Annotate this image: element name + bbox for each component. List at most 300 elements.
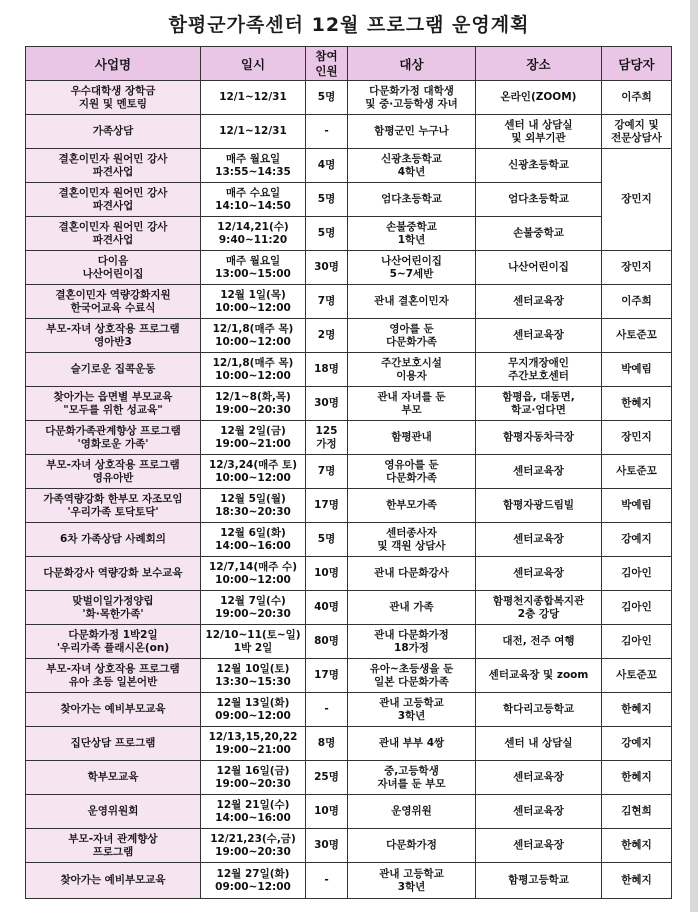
table-row — [26, 829, 672, 863]
table-row — [26, 285, 672, 319]
cell-line: 영아반3 — [94, 335, 132, 348]
cell-line: 12월 10일(토) — [216, 662, 290, 675]
cell-place — [476, 659, 602, 693]
cell-line: 40명 — [314, 601, 339, 613]
program-table — [25, 46, 672, 899]
cell-target — [348, 217, 476, 251]
cell-place — [476, 523, 602, 557]
cell-line: 지원 및 멘토링 — [78, 97, 148, 110]
cell-line: 이주희 — [621, 295, 652, 307]
cell-date — [201, 693, 306, 727]
cell-place — [476, 625, 602, 659]
cell-line: 매주 월요일 — [225, 152, 281, 165]
cell-line: - — [324, 125, 329, 137]
cell-target — [348, 183, 476, 217]
table-row — [26, 217, 672, 251]
cell-line: 장민지 — [621, 261, 652, 273]
cell-line: 센터교육장 — [513, 567, 564, 579]
cell-line: 센터 내 상담실 — [504, 118, 573, 131]
cell-line: 18명 — [314, 363, 339, 375]
cell-count — [306, 727, 348, 761]
cell-place — [476, 115, 602, 149]
table-row — [26, 251, 672, 285]
cell-line: 및 중·고등학생 자녀 — [365, 97, 458, 110]
table-row — [26, 183, 672, 217]
cell-name — [26, 829, 201, 863]
cell-staff — [602, 625, 672, 659]
cell-line: 영유아반 — [92, 471, 134, 484]
cell-line: 17명 — [314, 669, 339, 681]
cell-count — [306, 591, 348, 625]
cell-target — [348, 625, 476, 659]
header-participants: 참여 인원 — [306, 47, 348, 81]
cell-target — [348, 727, 476, 761]
cell-line: 엄다초등학교 — [381, 193, 442, 205]
cell-line: 사토준꼬 — [616, 465, 657, 477]
cell-line: 10:00~12:00 — [215, 573, 291, 586]
cell-line: 박예림 — [621, 499, 652, 511]
cell-line: 12/13,15,20,22 — [208, 730, 298, 743]
cell-line: 다문화가정 대학생 — [369, 84, 454, 97]
cell-line: 다이음 — [97, 254, 129, 267]
cell-name — [26, 727, 201, 761]
table-row — [26, 81, 672, 115]
cell-line: 5~7세반 — [389, 267, 434, 280]
cell-line: 중,고등학생 — [384, 764, 439, 777]
cell-line: 부모-자녀 상호작용 프로그램 — [46, 322, 180, 335]
cell-name — [26, 217, 201, 251]
cell-line: 센터종사자 — [386, 526, 437, 539]
cell-place — [476, 795, 602, 829]
cell-line: 찾아가는 예비부모교육 — [60, 703, 166, 715]
cell-place — [476, 693, 602, 727]
cell-line: 관내 다문화가정 — [374, 628, 449, 641]
cell-line: 19:00~21:00 — [215, 743, 291, 756]
cell-line: 부모 — [401, 403, 422, 416]
cell-staff — [602, 285, 672, 319]
cell-target — [348, 761, 476, 795]
cell-line: 김아인 — [621, 601, 652, 613]
cell-line: 장민지 — [621, 431, 652, 443]
cell-line: 다문화가족 — [386, 335, 437, 348]
cell-line: 12/1,8(매주 목) — [212, 322, 294, 335]
cell-line: 5명 — [317, 193, 336, 205]
cell-date — [201, 591, 306, 625]
cell-line: 한혜지 — [621, 397, 652, 409]
cell-line: 운영위원 — [391, 805, 432, 817]
cell-count — [306, 353, 348, 387]
cell-line: 가족역량강화 한부모 자조모임 — [43, 492, 183, 505]
page-edge — [690, 0, 698, 912]
cell-date — [201, 251, 306, 285]
cell-line: 일본 다문화가족 — [374, 675, 449, 688]
cell-line: 7명 — [317, 295, 336, 307]
cell-line: 09:00~12:00 — [215, 880, 291, 893]
cell-line: 30명 — [314, 397, 339, 409]
cell-staff — [602, 557, 672, 591]
cell-name — [26, 625, 201, 659]
cell-date — [201, 115, 306, 149]
cell-line: 80명 — [314, 635, 339, 647]
cell-line: 부모-자녀 상호작용 프로그램 — [46, 458, 180, 471]
cell-line: 한혜지 — [621, 874, 652, 886]
cell-line: 박예림 — [621, 363, 652, 375]
cell-line: 14:00~16:00 — [215, 811, 291, 824]
table-row — [26, 591, 672, 625]
cell-line: 5명 — [317, 91, 336, 103]
cell-line: 및 외부기관 — [511, 131, 566, 144]
cell-date — [201, 489, 306, 523]
cell-place — [476, 761, 602, 795]
cell-place — [476, 591, 602, 625]
cell-line: 파견사업 — [92, 233, 134, 246]
cell-line: 12월 2일(금) — [220, 424, 286, 437]
cell-date — [201, 727, 306, 761]
cell-line: 신광초등학교 — [381, 152, 442, 165]
cell-line: 19:00~20:30 — [215, 607, 291, 620]
cell-staff — [602, 387, 672, 421]
cell-line: 센터 내 상담실 — [504, 737, 573, 749]
cell-place — [476, 353, 602, 387]
cell-staff — [602, 591, 672, 625]
cell-line: 손불중학교 — [513, 227, 564, 239]
cell-line: 손불중학교 — [386, 220, 437, 233]
cell-staff — [602, 489, 672, 523]
cell-staff — [602, 693, 672, 727]
table-row — [26, 387, 672, 421]
cell-line: 10:00~12:00 — [215, 335, 291, 348]
cell-line: 주간보호센터 — [508, 369, 569, 382]
cell-count — [306, 625, 348, 659]
cell-date — [201, 625, 306, 659]
cell-place — [476, 149, 602, 183]
cell-staff — [602, 251, 672, 285]
cell-line: 12/14,21(수) — [217, 220, 289, 233]
cell-line: 12/21,23(수,금) — [210, 832, 296, 845]
cell-date — [201, 353, 306, 387]
cell-line: 강예지 및 — [614, 118, 659, 131]
table-row — [26, 115, 672, 149]
cell-count — [306, 489, 348, 523]
cell-place — [476, 319, 602, 353]
cell-line: 신광초등학교 — [508, 159, 569, 171]
cell-line: 결혼이민자 원어민 강사 — [58, 152, 168, 165]
cell-target — [348, 387, 476, 421]
cell-line: 6차 가족상담 사례회의 — [60, 533, 166, 545]
cell-line: 강예지 — [621, 533, 652, 545]
cell-target — [348, 863, 476, 899]
cell-line: 결혼이민자 원어민 강사 — [58, 220, 168, 233]
cell-staff — [602, 81, 672, 115]
cell-line: 파견사업 — [92, 165, 134, 178]
cell-staff — [602, 421, 672, 455]
cell-place — [476, 285, 602, 319]
cell-line: 센터교육장 — [513, 805, 564, 817]
cell-line: 10명 — [314, 567, 339, 579]
table-row — [26, 523, 672, 557]
table-row — [26, 489, 672, 523]
cell-line: 12월 21일(수) — [216, 798, 290, 811]
table-row — [26, 727, 672, 761]
cell-line: 14:00~16:00 — [215, 539, 291, 552]
cell-target — [348, 455, 476, 489]
cell-line: 한혜지 — [621, 771, 652, 783]
cell-line: 12/1~12/31 — [219, 125, 287, 137]
cell-line: 센터교육장 — [513, 771, 564, 783]
cell-line: 함평천지종합복지관 — [492, 594, 585, 607]
cell-place — [476, 863, 602, 899]
cell-staff — [602, 319, 672, 353]
cell-line: 12/10~11(토~일) — [205, 628, 301, 641]
cell-line: 결혼이민자 원어민 강사 — [58, 186, 168, 199]
cell-line: 10명 — [314, 805, 339, 817]
cell-line: "모두를 위한 성교육" — [63, 403, 163, 416]
cell-count — [306, 659, 348, 693]
cell-line: 12월 27일(화) — [216, 867, 290, 880]
table-row — [26, 353, 672, 387]
cell-name — [26, 251, 201, 285]
cell-date — [201, 795, 306, 829]
cell-date — [201, 557, 306, 591]
cell-line: 엄다초등학교 — [508, 193, 569, 205]
cell-line: 12월 5일(월) — [220, 492, 286, 505]
cell-target — [348, 659, 476, 693]
cell-name — [26, 285, 201, 319]
cell-target — [348, 591, 476, 625]
cell-count — [306, 557, 348, 591]
cell-line: 함평고등학교 — [508, 874, 569, 886]
cell-place — [476, 81, 602, 115]
table-row — [26, 149, 672, 183]
table-row — [26, 557, 672, 591]
cell-line: 파견사업 — [92, 199, 134, 212]
cell-line: 13:55~14:35 — [215, 165, 291, 178]
cell-line: 함평군민 누구나 — [374, 125, 449, 137]
cell-name — [26, 693, 201, 727]
cell-place — [476, 727, 602, 761]
table-row — [26, 761, 672, 795]
cell-line: 1학년 — [397, 233, 426, 246]
cell-count — [306, 421, 348, 455]
cell-staff — [602, 795, 672, 829]
cell-name — [26, 863, 201, 899]
cell-line: 12월 13일(화) — [216, 696, 290, 709]
cell-date — [201, 455, 306, 489]
cell-line: 5명 — [317, 533, 336, 545]
cell-count — [306, 795, 348, 829]
cell-name — [26, 115, 201, 149]
cell-place — [476, 421, 602, 455]
cell-name — [26, 81, 201, 115]
cell-line: 한국어교육 수료식 — [70, 301, 156, 314]
cell-line: 1박 2일 — [233, 641, 273, 654]
cell-line: 12월 16일(금) — [216, 764, 290, 777]
cell-date — [201, 523, 306, 557]
header-row — [26, 47, 672, 81]
cell-line: 9:40~11:20 — [218, 233, 288, 246]
cell-line: 18가정 — [394, 641, 429, 654]
cell-line: '영화로운 가족' — [77, 437, 149, 450]
cell-line: 프로그램 — [92, 845, 134, 858]
cell-line: 한부모가족 — [386, 499, 437, 511]
cell-target — [348, 693, 476, 727]
cell-line: - — [324, 703, 329, 715]
cell-line: 운영위원회 — [87, 805, 139, 817]
cell-line: 나산어린이집 — [508, 261, 569, 273]
cell-date — [201, 81, 306, 115]
cell-line: 다문화가정 — [386, 839, 437, 851]
cell-date — [201, 183, 306, 217]
cell-line: 우수대학생 장학금 — [70, 84, 156, 97]
cell-staff — [602, 455, 672, 489]
cell-line: 2명 — [317, 329, 336, 341]
cell-date — [201, 421, 306, 455]
cell-line: 10:00~12:00 — [215, 301, 291, 314]
cell-line: 30명 — [314, 839, 339, 851]
cell-line: 3학년 — [397, 709, 426, 722]
cell-place — [476, 387, 602, 421]
cell-count — [306, 149, 348, 183]
header-program-name: 사업명 — [26, 47, 201, 81]
cell-name — [26, 761, 201, 795]
table-row — [26, 795, 672, 829]
cell-line: 관내 다문화강사 — [374, 567, 449, 579]
cell-line: 함평관내 — [391, 431, 432, 443]
cell-line: 19:00~20:30 — [215, 845, 291, 858]
cell-line: 12/1~12/31 — [219, 91, 287, 103]
cell-date — [201, 863, 306, 899]
cell-line: 김현희 — [621, 805, 652, 817]
cell-line: 14:10~14:50 — [215, 199, 291, 212]
table-row — [26, 421, 672, 455]
cell-staff — [602, 761, 672, 795]
cell-line: 함평읍, 대동면, — [502, 390, 575, 403]
cell-staff — [602, 115, 672, 149]
cell-count — [306, 829, 348, 863]
cell-name — [26, 591, 201, 625]
header-datetime: 일시 — [201, 47, 306, 81]
cell-line: 영유아를 둔 — [384, 458, 439, 471]
table-row — [26, 693, 672, 727]
cell-name — [26, 421, 201, 455]
cell-line: '화·목한가족' — [82, 607, 144, 620]
cell-staff — [602, 863, 672, 899]
cell-line: 19:00~20:30 — [215, 777, 291, 790]
cell-target — [348, 285, 476, 319]
cell-count — [306, 455, 348, 489]
cell-line: 4학년 — [397, 165, 426, 178]
cell-line: 09:00~12:00 — [215, 709, 291, 722]
cell-line: 12/1~8(화,목) — [215, 390, 291, 403]
cell-place — [476, 217, 602, 251]
cell-target — [348, 557, 476, 591]
cell-line: 관내 고등학교 — [379, 696, 444, 709]
cell-count — [306, 285, 348, 319]
cell-target — [348, 795, 476, 829]
cell-line: 이주희 — [621, 91, 652, 103]
cell-date — [201, 319, 306, 353]
cell-line: 12월 6일(화) — [220, 526, 286, 539]
cell-line: 매주 월요일 — [225, 254, 281, 267]
cell-name — [26, 149, 201, 183]
cell-line: 함평자광드림빌 — [502, 499, 574, 511]
cell-line: 2층 강당 — [517, 607, 560, 620]
cell-line: 센터교육장 — [513, 839, 564, 851]
table-row — [26, 625, 672, 659]
cell-place — [476, 489, 602, 523]
cell-line: 다문화가족 — [386, 471, 437, 484]
cell-line: 센터교육장 — [513, 329, 564, 341]
cell-place — [476, 829, 602, 863]
cell-line: 8명 — [317, 737, 336, 749]
cell-place — [476, 183, 602, 217]
cell-count — [306, 115, 348, 149]
cell-line: 부모-자녀 관계향상 — [68, 832, 158, 845]
cell-count — [306, 217, 348, 251]
cell-line: 영아를 둔 — [389, 322, 434, 335]
cell-line: 강예지 — [621, 737, 652, 749]
header-target: 대상 — [348, 47, 476, 81]
cell-line: 맞벌이일가정양립 — [72, 594, 154, 607]
cell-count — [306, 863, 348, 899]
cell-line: 및 객원 상담사 — [377, 539, 446, 552]
cell-line: 한혜지 — [621, 703, 652, 715]
cell-line: 함평자동차극장 — [502, 431, 574, 443]
cell-line: 유아 초등 일본어반 — [68, 675, 158, 688]
cell-count — [306, 693, 348, 727]
cell-name — [26, 659, 201, 693]
cell-count — [306, 761, 348, 795]
cell-target — [348, 115, 476, 149]
cell-line: 무지개장애인 — [508, 356, 569, 369]
cell-name — [26, 523, 201, 557]
cell-date — [201, 217, 306, 251]
cell-line: 나산어린이집 — [381, 254, 442, 267]
cell-line: 7명 — [317, 465, 336, 477]
cell-line: 25명 — [314, 771, 339, 783]
cell-name — [26, 557, 201, 591]
cell-line: 가정 — [316, 437, 337, 450]
cell-staff — [602, 149, 672, 251]
cell-line: 자녀를 둔 부모 — [377, 777, 446, 790]
cell-line: 센터교육장 — [513, 465, 564, 477]
cell-staff — [602, 829, 672, 863]
cell-target — [348, 489, 476, 523]
cell-place — [476, 251, 602, 285]
cell-line: 12/1,8(매주 목) — [212, 356, 294, 369]
cell-line: 관내 자녀를 둔 — [377, 390, 446, 403]
cell-line: '우리가족 플래시온(on) — [56, 641, 170, 654]
cell-line: 사토준꼬 — [616, 329, 657, 341]
cell-line: 매주 수요일 — [225, 186, 281, 199]
cell-line: 장민지 — [621, 193, 652, 205]
cell-line: 다문화강사 역량강화 보수교육 — [43, 567, 183, 579]
cell-target — [348, 523, 476, 557]
cell-line: 125 — [315, 424, 338, 437]
cell-line: 4명 — [317, 159, 336, 171]
cell-date — [201, 761, 306, 795]
cell-line: 유아~초등생을 둔 — [369, 662, 454, 675]
cell-line: 한혜지 — [621, 839, 652, 851]
cell-line: 센터교육장 — [513, 295, 564, 307]
cell-line: 19:00~21:00 — [215, 437, 291, 450]
cell-line: 13:30~15:30 — [215, 675, 291, 688]
table-body — [26, 81, 672, 899]
cell-line: 찾아가는 예비부모교육 — [60, 874, 166, 886]
cell-name — [26, 795, 201, 829]
cell-name — [26, 353, 201, 387]
cell-line: 집단상담 프로그램 — [70, 737, 156, 749]
